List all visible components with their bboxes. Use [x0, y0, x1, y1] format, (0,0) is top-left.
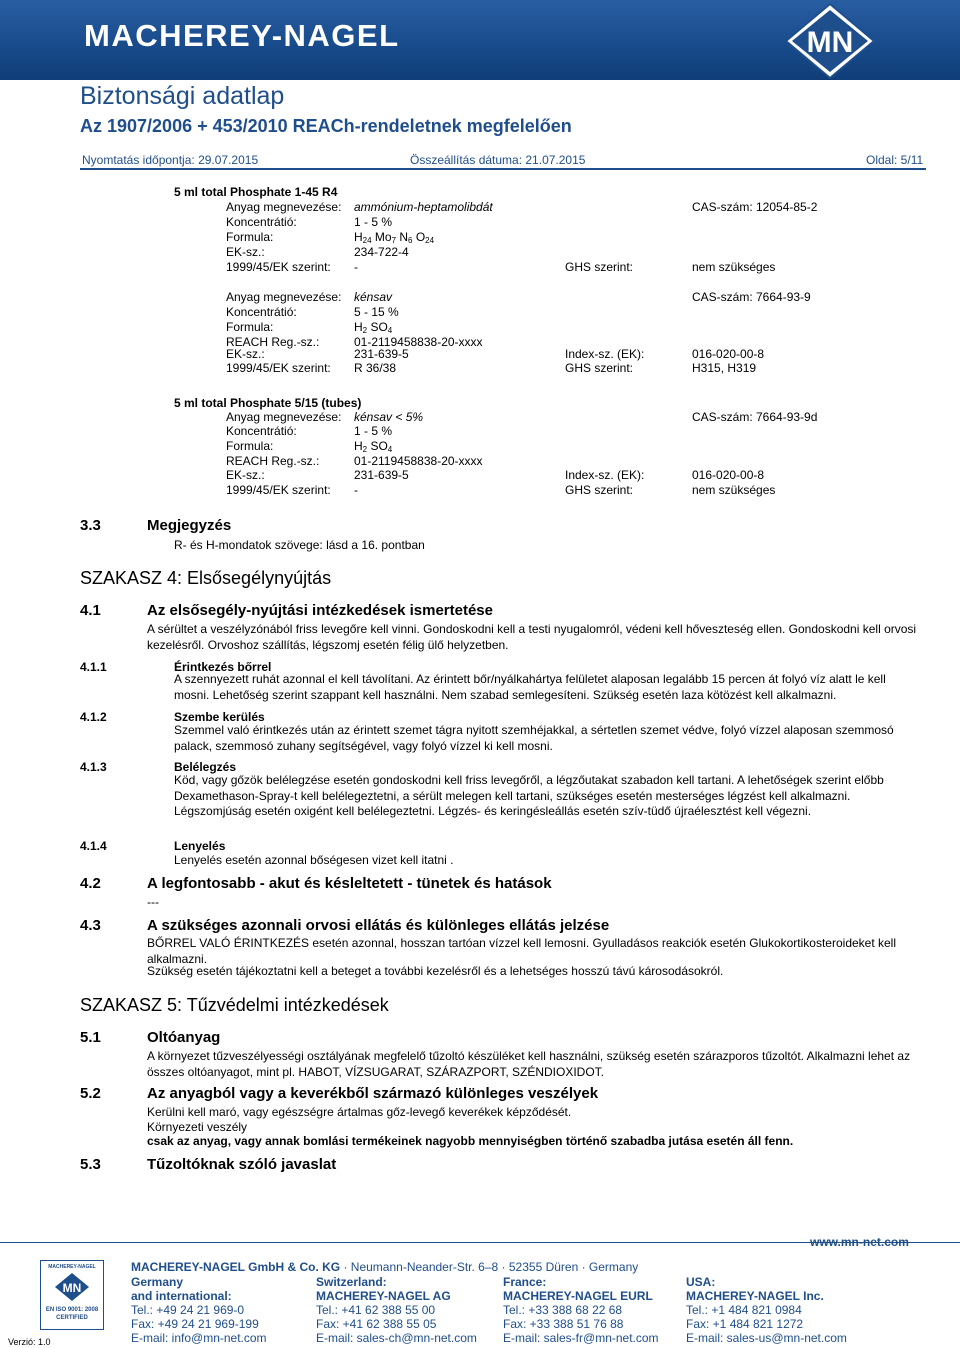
section-text: --- — [147, 895, 159, 909]
footer-col-germany-fax: Fax: +49 24 21 969-199 — [131, 1317, 259, 1331]
substance-name: kénsav — [354, 290, 393, 304]
section-number: 4.3 — [80, 917, 101, 934]
section-heading: A szükséges azonnali orvosi ellátás és különleges ellátás jelzése — [147, 917, 610, 934]
footer-col-switzerland-tel: Tel.: +41 62 388 55 00 — [316, 1303, 436, 1317]
label-conc: Koncentrátió: — [226, 305, 297, 319]
subsection-heading: Belélegzés — [174, 760, 237, 774]
chemical-formula: $H_2$ $SO_4$ — [354, 320, 393, 335]
cert-brand: MACHEREY-NAGEL — [48, 1264, 96, 1270]
label-index: Index-sz. (EK): — [565, 468, 645, 482]
brand-name: MACHEREY-NAGEL — [84, 18, 400, 53]
footer-col-france-tel: Tel.: +33 388 68 22 68 — [503, 1303, 623, 1317]
remark-text: R- és H-mondatok szövege: lásd a 16. pontban — [174, 538, 425, 552]
ek-number: 234-722-4 — [354, 245, 409, 259]
footer-col-switzerland-fax: Fax: +41 62 388 55 05 — [316, 1317, 437, 1331]
label-ghs: GHS szerint: — [565, 483, 634, 497]
header-banner — [0, 0, 960, 80]
section-heading: Az anyagból vagy a keverékből származó különleges veszélyek — [147, 1085, 599, 1102]
block1-title: 5 ml total Phosphate 1-45 R4 — [174, 185, 338, 199]
footer-col-germany-h2: and international: — [131, 1289, 232, 1303]
footer-col-usa-fax: Fax: +1 484 821 1272 — [686, 1317, 804, 1331]
subsection-number: 4.1.3 — [80, 760, 107, 774]
concentration: 1 - 5 % — [354, 424, 393, 438]
subsection-number: 4.1.2 — [80, 710, 107, 724]
label-ghs: GHS szerint: — [565, 361, 634, 375]
ek-number: 231-639-5 — [354, 468, 409, 482]
label-index: Index-sz. (EK): — [565, 347, 645, 361]
footer-col-usa-email[interactable]: E-mail: sales-us@mn-net.com — [686, 1331, 847, 1345]
subsection-number: 4.1.4 — [80, 839, 107, 853]
concentration: 5 - 15 % — [354, 305, 399, 319]
reach-number: 01-2119458838-20-xxxx — [354, 454, 483, 468]
footer-col-france-email[interactable]: E-mail: sales-fr@mn-net.com — [503, 1331, 659, 1345]
section-heading: A legfontosabb - akut és késleltetett - tünetek és hatások — [147, 875, 552, 892]
section-heading: Oltóanyag — [147, 1029, 221, 1046]
footer-col-usa-h1: USA: — [686, 1275, 716, 1289]
cas-number: CAS-szám: 7664-93-9 — [692, 290, 811, 304]
logo-text: MN — [806, 26, 854, 59]
ghs-value: nem szükséges — [692, 260, 776, 274]
chemical-formula: $H_{24}$ $Mo_7$ $N_6$ $O_{24}$ — [354, 230, 435, 245]
label-name: Anyag megnevezése: — [226, 290, 342, 304]
section4-title: SZAKASZ 4: Elsősegélynyújtás — [80, 568, 332, 588]
section-number: 5.3 — [80, 1156, 101, 1173]
section-text: A sérültet a veszélyzónából friss levegőre kell vinni. Gondoskodni kell a testi nyugalomról, védeni kell hőveszteség ellen. Gondoskodni kell orvosi kezelésről. Orvoshoz szállítás, légszomj esetén félig ülő helyzetben. — [147, 622, 917, 652]
section-text: Lenyelés esetén azonnal bőségesen vizet kell itatni . — [174, 853, 454, 867]
label-conc: Koncentrátió: — [226, 215, 297, 229]
label-dir: 1999/45/EK szerint: — [226, 260, 331, 274]
document-subtitle: Az 1907/2006 + 453/2010 REACh-rendeletnek megfelelően — [80, 116, 572, 136]
label-ek: EK-sz.: — [226, 468, 265, 482]
label-name: Anyag megnevezése: — [226, 410, 342, 424]
label-conc: Koncentrátió: — [226, 424, 297, 438]
index-number: 016-020-00-8 — [692, 347, 765, 361]
label-dir: 1999/45/EK szerint: — [226, 361, 331, 375]
concentration: 1 - 5 % — [354, 215, 393, 229]
label-ek: EK-sz.: — [226, 347, 265, 361]
section-number: 4.1 — [80, 602, 101, 619]
label-reach: REACH Reg.-sz.: — [226, 335, 320, 349]
footer-col-france-h2: MACHEREY-NAGEL EURL — [503, 1289, 653, 1303]
substance-name: kénsav < 5% — [354, 410, 424, 424]
ghs-value: H315, H319 — [692, 361, 757, 375]
footer-col-switzerland-email[interactable]: E-mail: sales-ch@mn-net.com — [316, 1331, 477, 1345]
subsection-number: 4.1.1 — [80, 660, 107, 674]
created-date: Összeállítás dátuma: 21.07.2015 — [410, 153, 586, 167]
substance-name: ammónium-heptamolibdát — [354, 200, 493, 214]
section-text: BŐRREL VALÓ ÉRINTKEZÉS esetén azonnal, hosszan tartóan vízzel kell lemosni. Gyulladásos reakciók esetén Glukokortikosteroideket kell alkalmazni. — [147, 936, 897, 966]
section-text: Szemmel való érintkezés után az érintett szemet tágra nyitott szemhéjakkal, a sértetlen szemet védve, folyó vízzel alaposan szemmosó palack, szemmosó zuhany segítségével, vagy folyó vízzel ki kell mosni. — [174, 723, 894, 753]
subsection-heading: Szembe kerülés — [174, 710, 265, 724]
section-text: Kerülni kell maró, vagy egészségre ártalmas gőz-levegő keverékek képződését. — [147, 1105, 572, 1119]
footer-col-germany-email[interactable]: E-mail: info@mn-net.com — [131, 1331, 267, 1345]
block2-title: 5 ml total Phosphate 5/15 (tubes) — [174, 396, 362, 410]
website-link[interactable]: www.mn-net.com — [810, 1235, 909, 1249]
section-heading: Megjegyzés — [147, 517, 232, 534]
section-text: A szennyezett ruhát azonnal el kell távolítani. Az érintett bőr/nyálkahártya felületet alaposan legalább 15 percen át folyó víz alatt le kell mosni. Lehetőség szerint szappant kell használni. Nem szabad semlegesíteni. Szükség esetén laza kötözést kell alkalmazni. — [174, 672, 886, 702]
dir-value: - — [354, 260, 358, 274]
chemical-formula: $H_2$ $SO_4$ — [354, 439, 393, 454]
label-ghs: GHS szerint: — [565, 260, 634, 274]
footer-col-usa-tel: Tel.: +1 484 821 0984 — [686, 1303, 802, 1317]
footer-address: · Neumann-Neander-Str. 6–8 · 52355 Düren · Germany — [340, 1260, 639, 1274]
footer-col-france-h1: France: — [503, 1275, 547, 1289]
section-number: 3.3 — [80, 517, 101, 534]
section-number: 5.1 — [80, 1029, 101, 1046]
cas-number: CAS-szám: 12054-85-2 — [692, 200, 818, 214]
dir-value: - — [354, 483, 358, 497]
iso-certificate-badge — [40, 1260, 104, 1330]
section-text: csak az anyag, vagy annak bomlási termékeinek nagyobb mennyiségben történő szabadba jutása esetén áll fenn. — [147, 1134, 794, 1148]
footer-col-france-fax: Fax: +33 388 51 76 88 — [503, 1317, 624, 1331]
label-formula: Formula: — [226, 439, 274, 453]
page-number: Oldal: 5/11 — [866, 153, 924, 167]
section-text: Környezeti veszély — [147, 1120, 248, 1134]
footer-company-line — [131, 1260, 638, 1274]
label-dir: 1999/45/EK szerint: — [226, 483, 331, 497]
mn-logo-icon — [784, 2, 876, 80]
cert-text: EN ISO 9001: 2008 CERTIFIED — [45, 1307, 99, 1321]
label-reach: REACH Reg.-sz.: — [226, 454, 320, 468]
print-date: Nyomtatás időpontja: 29.07.2015 — [82, 153, 259, 167]
index-number: 016-020-00-8 — [692, 468, 765, 482]
section-text: Szükség esetén tájékoztatni kell a beteget a további kezelésről és a lehetséges hosszú távú károsodásokról. — [147, 964, 724, 978]
section-text: A környezet tűzveszélyességi osztályának megfelelő tűzoltó készüléket kell használni, szükség esetén szárazporos tűzoltót. Alkalmazni lehet az összes oltóanyagot, mint pl. HABOT, VÍZSUGARAT, SZÁRAZPORT, SZÉNDIOXIDOT. — [147, 1049, 911, 1079]
subsection-heading: Érintkezés bőrrel — [174, 660, 272, 674]
footer-col-switzerland-h2: MACHEREY-NAGEL AG — [316, 1289, 451, 1303]
footer-col-germany-tel: Tel.: +49 24 21 969-0 — [131, 1303, 245, 1317]
section-number: 5.2 — [80, 1085, 101, 1102]
label-formula: Formula: — [226, 230, 274, 244]
footer-col-usa-h2: MACHEREY-NAGEL Inc. — [686, 1289, 824, 1303]
reach-number: 01-2119458838-20-xxxx — [354, 335, 483, 349]
subsection-heading: Lenyelés — [174, 839, 226, 853]
section5-title: SZAKASZ 5: Tűzvédelmi intézkedések — [80, 995, 389, 1015]
section-number: 4.2 — [80, 875, 101, 892]
cas-number: CAS-szám: 7664-93-9d — [692, 410, 818, 424]
ek-number: 231-639-5 — [354, 347, 409, 361]
document-title: Biztonsági adatlap — [80, 82, 285, 110]
section-heading: Az elsősegély-nyújtási intézkedések ismertetése — [147, 602, 493, 619]
dir-value: R 36/38 — [354, 361, 397, 375]
section-text: Köd, vagy gőzök belélegzése esetén gondoskodni kell friss levegőről, a légzőutakat szabadon kell tartani. A lehetőségek szerint előbb Dexamethason-Spray-t kell belélegeztetni, a sérült melegen kell tartani, szükséges esetén mesterséges légzést kell alkalmazni. Légszomjúság esetén oxigént kell belélegeztetni. Légzés- és keringésleállás esetén szív-tüdő újraélesztést kell végezni. — [174, 773, 884, 818]
header-divider — [80, 168, 926, 170]
label-formula: Formula: — [226, 320, 274, 334]
ghs-value: nem szükséges — [692, 483, 776, 497]
section-heading: Tűzoltóknak szóló javaslat — [147, 1156, 337, 1173]
footer-col-germany-h1: Germany — [131, 1275, 184, 1289]
footer-company: MACHEREY-NAGEL GmbH & Co. KG — [131, 1260, 341, 1274]
label-name: Anyag megnevezése: — [226, 200, 342, 214]
footer-col-switzerland-h1: Switzerland: — [316, 1275, 387, 1289]
logo-text: MN — [62, 1281, 82, 1295]
mn-logo-icon — [54, 1272, 90, 1302]
label-ek: EK-sz.: — [226, 245, 265, 259]
version-label: Verzió: 1.0 — [8, 1337, 51, 1347]
